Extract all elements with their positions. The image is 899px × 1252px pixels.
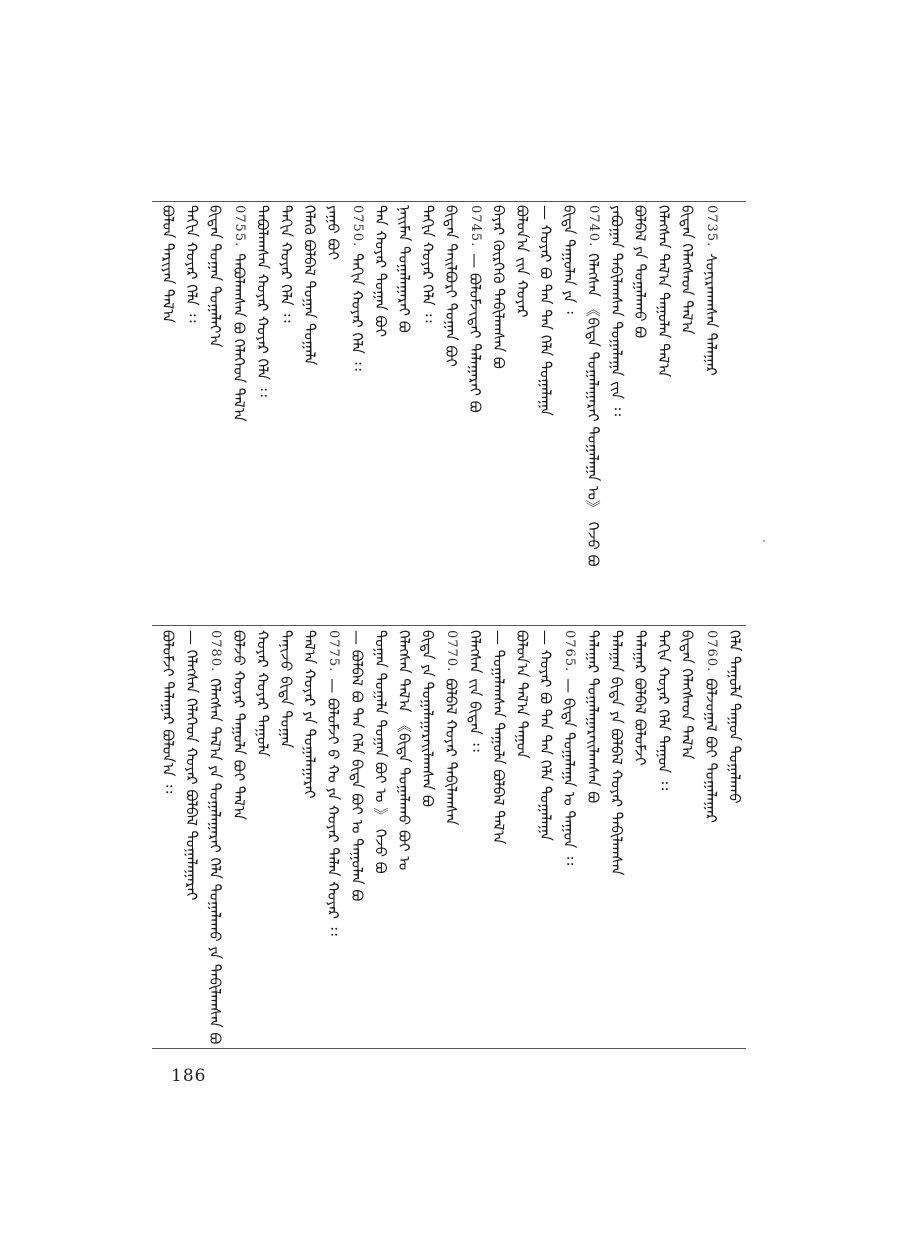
column-text: ᠪᠢᠳᠡᠨ ᠲᠣᠭᠠᠨ ᠲᠣᠭᠠᠯᠠᠶ᠎ᠠ (206, 205, 225, 348)
column-text: — ᠲᠣᠭᠠᠯᠠᠭᠰᠠᠨ ᠲᠠᠭᠤᠯᠠ ᠪᠣᠯᠪᠠᠯ ᠲᠠᠯ᠎ᠠ (489, 630, 508, 845)
column-text: ᠪᠣᠯᠪᠠᠯ ᠶᠠ ᠲᠣᠭᠠᠯᠠᠬᠤ ᠪᠣ (631, 205, 649, 339)
column-text: ᠪᠣᠯᠤᠨ᠎ᠠ ᠵᠢᠡ ᠬᠣᠶᠠᠷ (513, 205, 531, 318)
column-text: ᠬᠡᠯᠡᠬᠦ ᠪᠣᠯᠪᠠᠯ ᠲᠣᠭᠠᠨ ᠲᠣᠭᠠᠯᠠ (300, 205, 319, 366)
line-number: 0745. (467, 205, 483, 248)
column-text: ᠳᠠᠬᠢᠨ ᠬᠣᠶᠠᠷ ᠬᠡᠯᠡ ᠄᠄ (182, 205, 201, 323)
line-number: 0760. (703, 630, 719, 673)
column-text: ᠰᠣᠨᠢᠷᠬᠠᠭᠰᠠᠨ ᠲᠠᠯᠠᠭᠠᠷ (701, 253, 720, 376)
column-text: ᠲᠠᠪᠤᠯᠠᠭᠰᠠᠨ ᠪᠣ ᠬᠡᠯᠡᠭᠡᠳ ᠲᠠᠯ᠎ᠠ (229, 253, 248, 422)
column-text: ᠳᠠᠬᠢᠨ ᠬᠣᠶᠠᠷ ᠬᠡᠯᠡ ᠄᠄ (277, 205, 295, 323)
column-text: ᠲᠠᠯ᠎ᠠ ᠬᠣᠶᠠᠷ ᠶᠠ ᠲᠣᠭᠠᠯᠠᠭᠠᠷᠠᠢ (300, 630, 319, 799)
column-text: ᠪᠣᠯᠪᠠᠯ ᠬᠣᠶᠠᠷ ᠲᠠᠪᠢᠯᠠᠭᠰᠠᠨ (442, 678, 461, 826)
column-text: ᠪᠣᠯᠤᠨ᠎ᠠ ᠲᠠᠯ᠎ᠠ ᠳᠠᠭᠤᠨ (513, 630, 531, 759)
line-number: 0750. (349, 205, 365, 248)
upper-text-block (150, 205, 750, 621)
column-text: — ᠬᠣᠶᠠᠷ ᠪᠣ ᠲᠠᠨ ᠲᠠᠨ ᠬᠡᠯᠡ ᠲᠣᠭᠠᠯᠠᠭᠠ (536, 630, 555, 841)
column-text: ᠪᠢᠳᠡᠨ ᠬᠡᠯᠡᠭᠰᠡᠳ ᠲᠠᠯ᠎ᠠ (678, 630, 697, 760)
column-text: — ᠬᠡᠯᠡᠭᠰᠡᠨ ᠬᠡᠯᠡᠭᠡᠳ ᠬᠣᠶᠠᠷ ᠪᠣᠯᠪᠠᠯ ᠲᠣᠭᠠᠯᠠᠭᠠᠷᠠᠢ (182, 630, 201, 901)
column-text: ᠬᠡᠯᠡᠭᠰᠡᠨ 《ᠪᠢᠳᠡ ᠲᠣᠭᠠᠯᠠᠭᠠᠷᠠᠢ ᠲᠣᠭᠠᠯᠠᠭᠠ ᠡᠤ᠋》 ᠭᠡᠵᠦ ᠪᠣ (583, 253, 602, 567)
top-rule (152, 201, 746, 202)
column-text: ᠪᠢᠳᠡ ᠶᠠ ᠲᠣᠭᠠᠯᠠᠭᠠᠷᠠᠢᠯᠠᠭᠰᠠᠨ ᠪᠣ (418, 630, 437, 807)
column-text: — ᠬᠣᠶᠠᠷ ᠪᠣ ᠲᠠᠨ ᠲᠠᠨ ᠬᠡᠯᠡ ᠲᠣᠭᠠᠯᠠᠭᠠ (536, 205, 555, 416)
column-text: ᠳᠠᠬᠢᠨ ᠬᠣᠶᠠᠷ ᠬᠡᠯᠡ ᠳᠠᠭᠤᠨ ᠄᠄ (654, 630, 673, 791)
scan-speck (763, 540, 765, 542)
line-number: 0770. (444, 630, 460, 673)
column-text: ᠬᠡᠯᠡᠭᠰᠡᠨ ᠵᠢᠡ ᠪᠢᠳᠡᠨ ᠄᠄ (465, 630, 484, 752)
column-text: ᠲᠠᠪᠤᠯᠠᠭᠰᠠᠨ ᠬᠣᠶᠠᠷ ᠬᠣᠶᠠᠷ ᠬᠡᠯᠡ ᠄᠄ (253, 205, 272, 397)
column-text: ᠬᠡᠯᠡᠭᠰᠡᠨ ᠲᠠᠯ᠎ᠠ ᠳᠠᠭᠤᠯᠠᠨ ᠲᠠᠯ᠎ᠠ (654, 205, 673, 378)
column-text: ᠪᠣᠯᠵᠤ ᠬᠣᠶᠠᠷ ᠲᠠᠭᠤᠯᠠ ᠪᠣᠢ ᠲᠠᠯ᠎ᠠ (229, 630, 248, 820)
line-number: 0755. (231, 205, 247, 248)
line-number: 0775. (326, 630, 342, 673)
bottom-rule (152, 1048, 746, 1049)
text-column (697, 205, 725, 376)
middle-rule (152, 625, 746, 626)
column-text: ᠪᠢᠳᠡᠨ ᠲᠠᠢᠯᠪᠤᠷᠢ ᠲᠣᠭᠠᠨ ᠪᠣᠢ (442, 205, 461, 367)
column-text: ᠲᠠᠨ ᠬᠣᠶᠠᠷ ᠲᠣᠭᠠᠨ ᠪᠣᠢ (371, 205, 390, 337)
column-text: ᠪᠣᠯᠤᠮᠵᠢ ᠲᠠᠯᠠᠭᠠᠷ ᠪᠣᠯᠤᠨ᠎ᠠ ᠄᠄ (159, 630, 177, 794)
column-text: ᠲᠠᠯᠠᠭᠠᠷ ᠪᠣᠯᠪᠠᠯ ᠪᠣᠯᠤᠮᠵᠢ (631, 630, 649, 766)
column-text: ᠲᠠᠨᠢᠵᠤ ᠪᠢᠳᠡ ᠲᠣᠭᠠᠨ (277, 630, 295, 749)
line-number: 0740. (585, 205, 601, 248)
line-number: 0765. (562, 630, 578, 673)
column-text: ᠲᠠᠯᠠᠭᠠᠨ ᠪᠢᠳᠡ ᠶᠠ ᠪᠣᠯᠪᠠᠯ ᠬᠣᠶᠠᠷ ᠲᠠᠪᠢᠯᠠᠭᠰᠠᠨ (607, 630, 626, 876)
column-text: ᠲᠣᠭᠠᠨ ᠲᠣᠭᠠᠯᠠ ᠲᠣᠭᠠᠨ ᠪᠣᠢ ᠡᠤ᠋ 》 ᠭᠡᠵᠦ ᠪᠣ (371, 630, 390, 874)
column-text: ᠳᠠᠬᠢᠨ ᠬᠣᠶᠠᠷ ᠬᠡᠯᠡ ᠄᠄ (347, 253, 366, 371)
column-text: — ᠪᠢᠳᠡ ᠲᠣᠭᠠᠯᠠᠭᠠ ᠡᠤ᠋ ᠳᠠᠭᠤᠨ ᠄᠄ (560, 678, 579, 866)
column-text: ᠪᠣᠯᠵᠤᠭᠠᠯ ᠪᠣᠢ ᠲᠣᠭᠠᠯᠠᠭᠠᠷ (701, 678, 720, 823)
column-text: ᠬᠣᠶᠠᠷ ᠬᠣᠶᠠᠷ ᠲᠠᠭᠤᠯᠠ (253, 630, 272, 757)
column-text: ᠲᠠᠯᠠᠭᠠᠷ ᠲᠣᠭᠠᠯᠠᠭᠠᠷᠠᠢᠯᠠᠭᠰᠠᠨ ᠪᠣ (583, 630, 602, 804)
column-text: ᠬᠡᠯᠡᠭᠰᠡᠨ ᠲᠠᠯ᠎ᠠ 《ᠪᠢᠳᠡ ᠲᠣᠭᠠᠯᠠᠬᠤ ᠪᠣᠢ ᠡᠤ᠋ (395, 630, 413, 871)
lower-text-block (150, 630, 750, 1044)
line-number: 0735. (703, 205, 719, 248)
column-text: ᠪᠢᠳᠡ ᠳᠠᠭᠤᠯᠠᠨ ᠶᠠ ᠄ (560, 205, 579, 314)
column-text: ᠪᠣᠯᠤᠨ ᠲᠠᠷᠢᠶᠠᠨ ᠲᠠᠯ᠎ᠠ (159, 205, 177, 324)
page-number: 186 (171, 1066, 207, 1086)
line-number: 0780. (208, 630, 224, 673)
column-text: ᠨᠠᠢᠮᠠᠨ ᠲᠣᠭᠠᠯᠠᠭᠠᠷᠠᠢ ᠪᠣ (395, 205, 413, 333)
column-text: ᠪᠢᠳᠡᠨ ᠬᠡᠯᠡᠭᠰᠡᠳ ᠲᠠᠯ᠎ᠠ (678, 205, 697, 335)
column-text: — ᠪᠣᠯᠪᠠᠯ ᠪᠣ ᠲᠠᠨ ᠬᠡᠯᠡ ᠪᠢᠳᠡ ᠪᠣᠢ ᠡᠤ᠋ ᠳᠠᠭᠤᠯᠠᠨ ᠪᠣ (347, 630, 366, 902)
column-text: ᠶᠠᠭᠤ ᠪᠤᠢ (324, 205, 343, 260)
column-text: — ᠪᠣᠯᠤᠮᠵᠢ ᠪ ᠬᠣ ᠶᠠ ᠬᠣᠶᠠᠷ ᠲᠠᠯᠠᠨ ᠬᠣᠶᠠᠷ ᠄᠄ (324, 678, 343, 936)
column-text: — ᠪᠣᠯᠣᠮᠵᠢᠲᠠᠢ ᠲᠠᠯᠠᠭᠠᠷᠠᠢ ᠪᠣ (465, 253, 484, 413)
text-column (720, 630, 748, 804)
column-text: ᠳᠠᠬᠢᠨ ᠬᠣᠶᠠᠷ ᠬᠡᠯᠡ ᠄᠄ (418, 205, 437, 323)
column-text: ᠬᠡᠯᠡ ᠲᠠᠭᠤᠯᠠ ᠲᠠᠭᠤᠨ ᠲᠣᠭᠠᠯᠠᠬᠤ (725, 630, 744, 804)
column-text: ᠪᠠᠶᠠᠷ ᠬᠦᠷᠭᠡᠬᠦ ᠲᠠᠪᠢᠯᠠᠭᠰᠠᠨ ᠪᠣ (489, 205, 508, 369)
column-text: ᠶᠠᠪᠤᠭᠠᠨ ᠲᠠᠪᠢᠯᠠᠭᠰᠠᠨ ᠲᠣᠭᠠᠯᠠᠭᠠ ᠵᠢᠡ ᠄᠄ (607, 205, 626, 417)
column-text: ᠬᠡᠯᠡᠭᠰᠡᠨ ᠲᠠᠯ᠎ᠠ ᠶᠠ ᠲᠣᠭᠠᠯᠠᠭᠠᠷᠠᠢ ᠬᠡᠯᠡ ᠲᠣᠭᠠᠯᠠᠬᠤ ᠶᠠ ᠲᠠᠪᠢᠯᠠᠭᠰᠠᠨ ᠪᠣ (206, 678, 225, 1045)
